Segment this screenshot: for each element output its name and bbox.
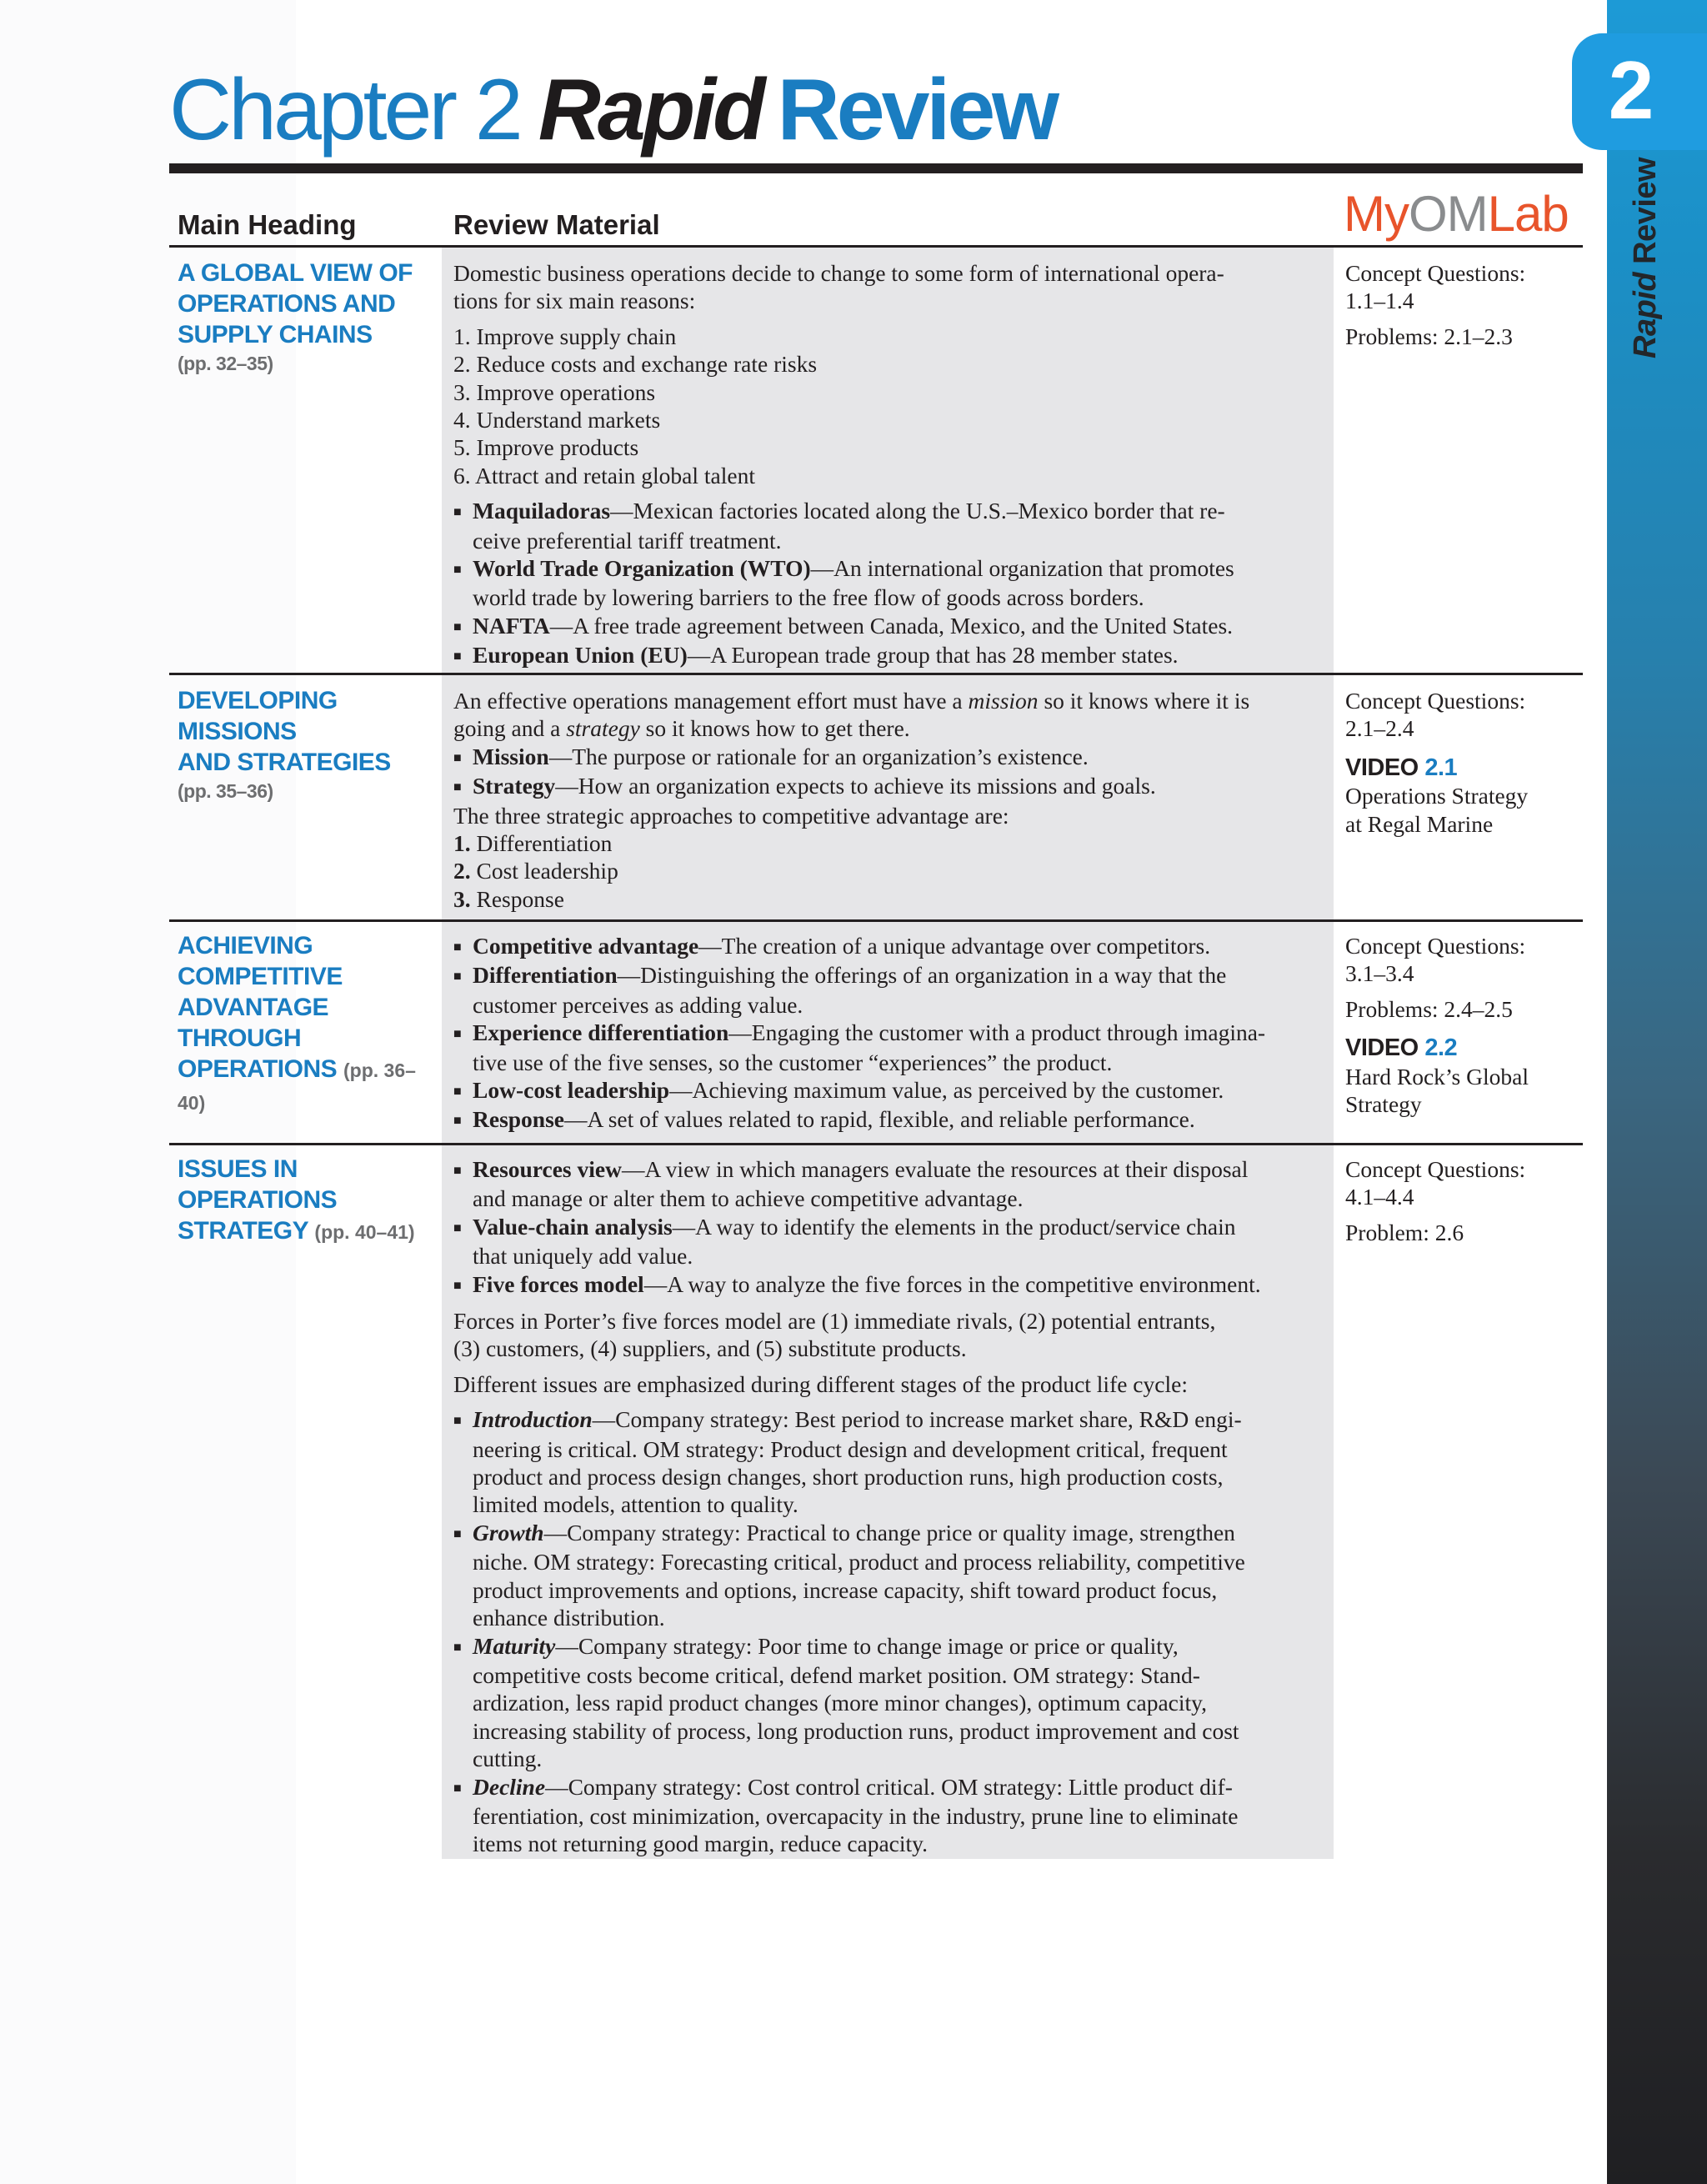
stage-item: ■ Growth—Company strategy: Practical to change price or quality image, strengthen niche. OM strategy: Forecasting critical, product and process reliability, competitive product improvements and options, increase capacity, shift toward product focus, enhance distribution.: [453, 1519, 1320, 1632]
reason-item: 3. Improve operations: [453, 378, 656, 405]
heading-line: AND STRATEGIES: [178, 749, 391, 776]
section-3-review: [453, 932, 1320, 1135]
reason-item: 1. Improve supply chain: [453, 323, 677, 349]
term-item: ■ Mission—The purpose or rationale for an organization’s existence.: [453, 743, 1320, 772]
concept-questions-range: 1.1–1.4: [1345, 288, 1414, 314]
title-rule: [169, 163, 1583, 173]
video-label: VIDEO 2.2: [1345, 1034, 1458, 1062]
problems-range: Problem: 2.6: [1345, 1219, 1464, 1245]
video-title: at Regal Marine: [1345, 810, 1494, 837]
side-rapid-review-label: [1627, 158, 1664, 358]
section-4-resources: [1345, 1155, 1579, 1246]
approach-item: 3. Response: [453, 885, 564, 912]
heading-line: STRATEGY (pp. 40–41): [178, 1217, 415, 1245]
term-item: ■ Differentiation—Distinguishing the offerings of an organization in a way that the customer perceives as adding value.: [453, 961, 1320, 1019]
term-item: ■ Resources view—A view in which managers evaluate the resources at their disposal and manage or alter them to achieve competitive advantage.: [453, 1155, 1320, 1213]
section-3-heading: [178, 930, 436, 1119]
heading-line: ISSUES IN OPERATIONS: [178, 1155, 338, 1214]
stage-item: ■ Introduction—Company strategy: Best period to increase market share, R&D engi- neering is critical. OM strategy: Product design and development critical, frequent product and process design changes, short production runs, high production costs, limited models, attention to quality.: [453, 1405, 1320, 1519]
reason-item: 6. Attract and retain global talent: [453, 462, 755, 488]
concept-questions-range: 2.1–2.4: [1345, 715, 1414, 742]
term-item: ■ Five forces model—A way to analyze the five forces in the competitive environment.: [453, 1270, 1320, 1300]
video-title: Strategy: [1345, 1091, 1422, 1118]
logo-om: OM: [1408, 186, 1488, 242]
title-review: Review: [777, 62, 1057, 158]
problems-range: Problems: 2.1–2.3: [1345, 323, 1513, 349]
approach-item: 1. Differentiation: [453, 830, 613, 857]
forces-line: Forces in Porter’s five forces model are (1) immediate rivals, (2) potential entrants,: [453, 1308, 1216, 1335]
term-item: ■ Response—A set of values related to rapid, flexible, and reliable performance.: [453, 1105, 1320, 1135]
stage-item: ■ Maturity—Company strategy: Poor time to change image or price or quality, competitive costs become critical, defend market position. OM strategy: Stand- ardization, less rapid product changes (more minor changes), optimum capacity, increasing stability of process, long production runs, product improvement and cost cutting.: [453, 1632, 1320, 1773]
section-1-resources: [1345, 259, 1579, 350]
term-item: ■ Maquiladoras—Mexican factories located along the U.S.–Mexico border that re- ceive preferential tariff treatment.: [453, 497, 1320, 554]
term-item: ■ NAFTA—A free trade agreement between Canada, Mexico, and the United States.: [453, 612, 1320, 641]
approaches-intro: The three strategic approaches to competitive advantage are:: [453, 802, 1009, 829]
heading-line: COMPETITIVE: [178, 963, 343, 990]
section-4-heading: [178, 1154, 436, 1248]
video-title: Hard Rock’s Global: [1345, 1063, 1529, 1089]
term-item: ■ Competitive advantage—The creation of a unique advantage over competitors.: [453, 932, 1320, 961]
intro-line: Domestic business operations decide to change to some form of international opera-: [453, 260, 1224, 286]
heading-line: OPERATIONS (pp. 36–40): [178, 1055, 416, 1114]
heading-line: OPERATIONS AND: [178, 290, 396, 318]
term-item: ■ Value-chain analysis—A way to identify the elements in the product/service chain that uniquely add value.: [453, 1213, 1320, 1270]
section-2-review: [453, 687, 1320, 913]
lifecycle-intro: Different issues are emphasized during different stages of the product life cycle:: [453, 1370, 1188, 1397]
term-item: ■ Experience differentiation—Engaging the customer with a product through imagina- tive use of the five senses, so the customer “experiences” the product.: [453, 1019, 1320, 1076]
side-label-rest: Review: [1628, 157, 1663, 273]
concept-questions-label: Concept Questions:: [1345, 1156, 1526, 1182]
reason-item: 4. Understand markets: [453, 407, 661, 433]
approach-item: 2. Cost leadership: [453, 858, 618, 884]
forces-line: (3) customers, (4) suppliers, and (5) substitute products.: [453, 1335, 967, 1362]
intro-line: going and a strategy so it knows how to get there.: [453, 715, 910, 742]
section-1-heading: [178, 258, 436, 377]
side-label-italic: Rapid: [1628, 272, 1663, 358]
problems-range: Problems: 2.4–2.5: [1345, 995, 1513, 1022]
chapter-tab-number: 2: [1608, 44, 1654, 136]
title-rapid: Rapid: [538, 62, 763, 158]
heading-line: ADVANTAGE THROUGH: [178, 994, 329, 1052]
stage-item: ■ Decline—Company strategy: Cost control critical. OM strategy: Little product dif- ferentiation, cost minimization, overcapacity in the industry, prune line to eliminate items not returning good margin, reduce capacity.: [453, 1773, 1320, 1858]
section-2-resources: [1345, 687, 1579, 838]
concept-questions-label: Concept Questions:: [1345, 688, 1526, 714]
concept-questions-label: Concept Questions:: [1345, 260, 1526, 286]
section-2-pages: (pp. 35–36): [178, 780, 273, 802]
intro-line: tions for six main reasons:: [453, 288, 696, 314]
heading-line: ACHIEVING: [178, 932, 313, 959]
section-3-resources: [1345, 932, 1579, 1118]
section-1-pages: (pp. 32–35): [178, 353, 273, 374]
concept-questions-range: 4.1–4.4: [1345, 1184, 1414, 1210]
term-item: ■ World Trade Organization (WTO)—An international organization that promotes world trade by lowering barriers to the free flow of goods across borders.: [453, 554, 1320, 612]
section-2-heading: [178, 685, 436, 804]
section-4-review: [453, 1155, 1320, 1858]
column-header-main: Main Heading: [178, 209, 357, 240]
video-label: VIDEO 2.1: [1345, 754, 1458, 781]
heading-line: DEVELOPING MISSIONS: [178, 687, 338, 745]
concept-questions-label: Concept Questions:: [1345, 933, 1526, 959]
term-item: ■ Strategy—How an organization expects to achieve its missions and goals.: [453, 772, 1320, 801]
section-1-review: [453, 259, 1320, 671]
column-header-review: Review Material: [453, 209, 660, 240]
term-item: ■ Low-cost leadership—Achieving maximum value, as perceived by the customer.: [453, 1076, 1320, 1105]
title-chapter: Chapter 2: [169, 62, 520, 158]
reason-item: 5. Improve products: [453, 434, 639, 461]
heading-line: SUPPLY CHAINS: [178, 321, 373, 348]
term-item: ■ European Union (EU)—A European trade group that has 28 member states.: [453, 641, 1320, 670]
reason-item: 2. Reduce costs and exchange rate risks: [453, 351, 818, 378]
intro-line: An effective operations management effort must have a mission so it knows where it is: [453, 688, 1250, 714]
logo-my: My: [1344, 186, 1409, 242]
concept-questions-range: 3.1–3.4: [1345, 960, 1414, 987]
heading-line: A GLOBAL VIEW OF: [178, 259, 413, 287]
video-title: Operations Strategy: [1345, 783, 1529, 809]
myomlab-logo: [1344, 185, 1569, 243]
logo-lab: Lab: [1487, 186, 1569, 242]
